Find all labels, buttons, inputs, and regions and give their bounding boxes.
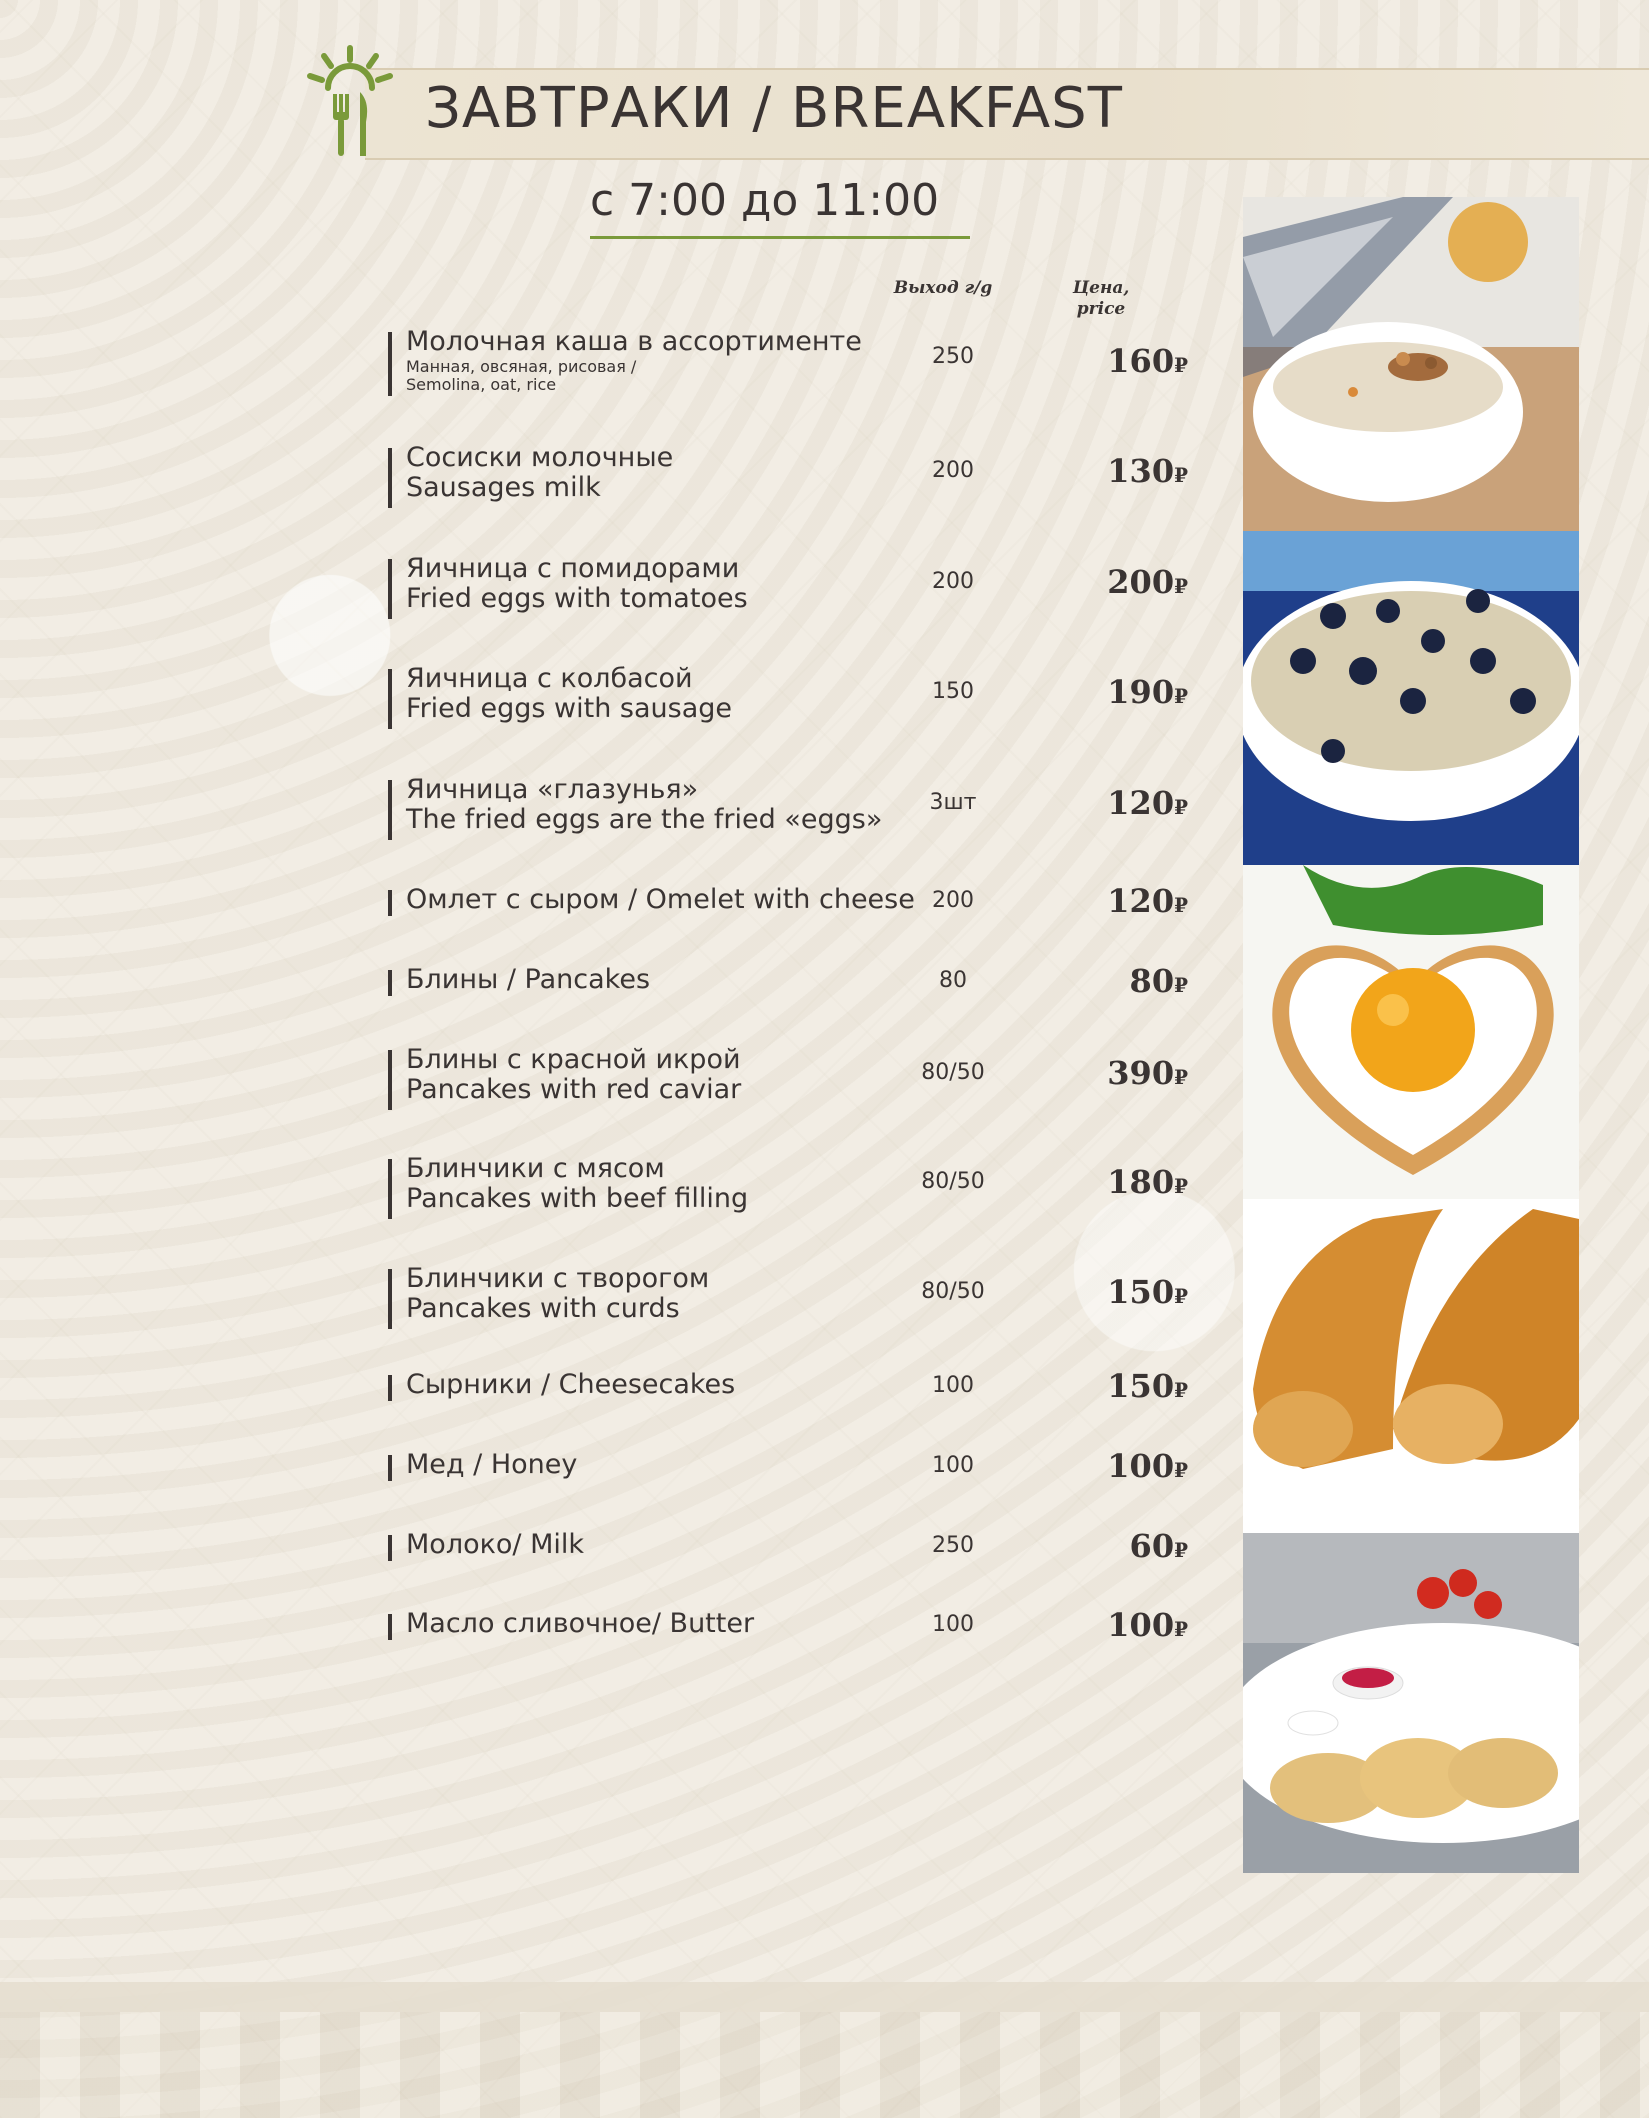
item-price bbox=[1048, 673, 1188, 711]
bottom-ornament bbox=[0, 2012, 1649, 2118]
item-weight: 3шт bbox=[929, 790, 977, 815]
serving-hours: с 7:00 до 11:00 bbox=[590, 175, 940, 226]
rolled-pancakes-photo bbox=[1243, 1199, 1579, 1533]
price-value: 390 bbox=[1107, 1054, 1175, 1092]
item-name-en: Fried eggs with tomatoes bbox=[406, 583, 748, 614]
item-marker bbox=[388, 1535, 392, 1561]
currency-sign: ₽ bbox=[1174, 684, 1188, 708]
price-value: 100 bbox=[1107, 1447, 1175, 1485]
item-weight: 200 bbox=[932, 569, 974, 594]
currency-sign: ₽ bbox=[1174, 1065, 1188, 1089]
item-name: Блины с красной икрой bbox=[406, 1044, 741, 1075]
menu-item bbox=[388, 1153, 1188, 1221]
item-marker bbox=[388, 890, 392, 916]
price-value: 200 bbox=[1107, 563, 1175, 601]
price-value: 80 bbox=[1129, 962, 1175, 1000]
menu-item bbox=[388, 442, 1188, 510]
menu-item bbox=[388, 326, 1188, 398]
item-name: Омлет с сыром / Omelet with cheese bbox=[406, 884, 915, 915]
menu-item bbox=[388, 1606, 1188, 1648]
price-value: 190 bbox=[1107, 673, 1175, 711]
price-value: 120 bbox=[1107, 882, 1175, 920]
item-name: Сырники / Cheesecakes bbox=[406, 1369, 736, 1400]
menu-item bbox=[388, 553, 1188, 621]
oatmeal-with-blueberries-photo bbox=[1243, 531, 1579, 865]
price-value: 150 bbox=[1107, 1273, 1175, 1311]
menu-item bbox=[388, 1527, 1188, 1569]
item-weight: 250 bbox=[932, 1533, 974, 1558]
bottom-band bbox=[0, 1982, 1649, 2012]
page-title: ЗАВТРАКИ / BREAKFAST bbox=[425, 76, 1123, 141]
item-weight: 200 bbox=[932, 458, 974, 483]
item-name-en: The fried eggs are the fried «eggs» bbox=[406, 804, 883, 835]
item-price bbox=[1048, 563, 1188, 601]
item-name-en: Pancakes with red caviar bbox=[406, 1074, 742, 1105]
item-weight: 100 bbox=[932, 1373, 974, 1398]
item-price bbox=[1048, 1527, 1188, 1565]
price-value: 160 bbox=[1107, 342, 1175, 380]
item-price bbox=[1048, 784, 1188, 822]
currency-sign: ₽ bbox=[1174, 1284, 1188, 1308]
menu-item bbox=[388, 663, 1188, 731]
price-value: 100 bbox=[1107, 1606, 1175, 1644]
price-value: 60 bbox=[1129, 1527, 1175, 1565]
menu-item bbox=[388, 1044, 1188, 1112]
item-name: Молоко/ Milk bbox=[406, 1529, 585, 1560]
item-marker bbox=[388, 780, 392, 840]
weight-column-header: Выход г/g bbox=[893, 278, 993, 298]
item-price bbox=[1048, 1447, 1188, 1485]
currency-sign: ₽ bbox=[1174, 1458, 1188, 1482]
item-marker bbox=[388, 559, 392, 619]
item-marker bbox=[388, 1050, 392, 1110]
menu-item bbox=[388, 962, 1188, 1004]
item-price bbox=[1048, 452, 1188, 490]
item-marker bbox=[388, 1159, 392, 1219]
item-marker bbox=[388, 1614, 392, 1640]
item-name: Яичница «глазунья» bbox=[406, 774, 699, 805]
item-name: Блины / Pancakes bbox=[406, 964, 651, 995]
porridge-with-nuts-photo bbox=[1243, 197, 1579, 531]
item-price bbox=[1048, 1367, 1188, 1405]
item-subtitle: Манная, овсяная, рисовая / bbox=[406, 357, 637, 376]
item-price bbox=[1048, 962, 1188, 1000]
item-weight: 100 bbox=[932, 1453, 974, 1478]
hours-underline bbox=[590, 236, 970, 239]
item-marker bbox=[388, 970, 392, 996]
currency-sign: ₽ bbox=[1174, 893, 1188, 917]
item-name-en: Pancakes with curds bbox=[406, 1293, 680, 1324]
item-subtitle: Semolina, oat, rice bbox=[406, 375, 557, 394]
menu-item bbox=[388, 774, 1188, 842]
item-name: Мед / Honey bbox=[406, 1449, 578, 1480]
item-price bbox=[1048, 1163, 1188, 1201]
price-value: 120 bbox=[1107, 784, 1175, 822]
currency-sign: ₽ bbox=[1174, 795, 1188, 819]
price-column-header: Цена, price bbox=[1072, 278, 1130, 319]
sun-fork-knife-icon bbox=[300, 42, 400, 162]
item-name: Блинчики с творогом bbox=[406, 1263, 710, 1294]
item-name-en: Sausages milk bbox=[406, 472, 601, 503]
item-weight: 250 bbox=[932, 344, 974, 369]
item-weight: 150 bbox=[932, 679, 974, 704]
currency-sign: ₽ bbox=[1174, 973, 1188, 997]
currency-sign: ₽ bbox=[1174, 574, 1188, 598]
item-weight: 80/50 bbox=[921, 1169, 985, 1194]
menu-item bbox=[388, 882, 1188, 924]
currency-sign: ₽ bbox=[1174, 353, 1188, 377]
item-weight: 100 bbox=[932, 1612, 974, 1637]
currency-sign: ₽ bbox=[1174, 463, 1188, 487]
item-marker bbox=[388, 448, 392, 508]
item-price bbox=[1048, 342, 1188, 380]
currency-sign: ₽ bbox=[1174, 1378, 1188, 1402]
currency-sign: ₽ bbox=[1174, 1538, 1188, 1562]
item-marker bbox=[388, 1455, 392, 1481]
price-value: 180 bbox=[1107, 1163, 1175, 1201]
item-name: Молочная каша в ассортименте bbox=[406, 326, 862, 357]
item-price bbox=[1048, 1606, 1188, 1644]
item-marker bbox=[388, 1375, 392, 1401]
item-marker bbox=[388, 1269, 392, 1329]
item-name-en: Fried eggs with sausage bbox=[406, 693, 732, 724]
item-name-en: Pancakes with beef filling bbox=[406, 1183, 749, 1214]
item-price bbox=[1048, 1273, 1188, 1311]
menu-item bbox=[388, 1447, 1188, 1489]
item-weight: 80/50 bbox=[921, 1279, 985, 1304]
item-price bbox=[1048, 882, 1188, 920]
syrniki-with-jam-photo bbox=[1243, 1533, 1579, 1873]
price-value: 150 bbox=[1107, 1367, 1175, 1405]
item-weight: 80 bbox=[939, 968, 967, 993]
item-name: Сосиски молочные bbox=[406, 442, 674, 473]
item-weight: 80/50 bbox=[921, 1060, 985, 1085]
item-weight: 200 bbox=[932, 888, 974, 913]
item-marker bbox=[388, 669, 392, 729]
item-marker bbox=[388, 332, 392, 396]
item-name: Блинчики с мясом bbox=[406, 1153, 665, 1184]
currency-sign: ₽ bbox=[1174, 1617, 1188, 1641]
price-value: 130 bbox=[1107, 452, 1175, 490]
currency-sign: ₽ bbox=[1174, 1174, 1188, 1198]
item-name: Масло сливочное/ Butter bbox=[406, 1608, 755, 1639]
heart-shaped-fried-egg-photo bbox=[1243, 865, 1579, 1199]
menu-item bbox=[388, 1367, 1188, 1409]
item-name: Яичница с помидорами bbox=[406, 553, 740, 584]
menu-item bbox=[388, 1263, 1188, 1331]
item-price bbox=[1048, 1054, 1188, 1092]
item-name: Яичница с колбасой bbox=[406, 663, 693, 694]
